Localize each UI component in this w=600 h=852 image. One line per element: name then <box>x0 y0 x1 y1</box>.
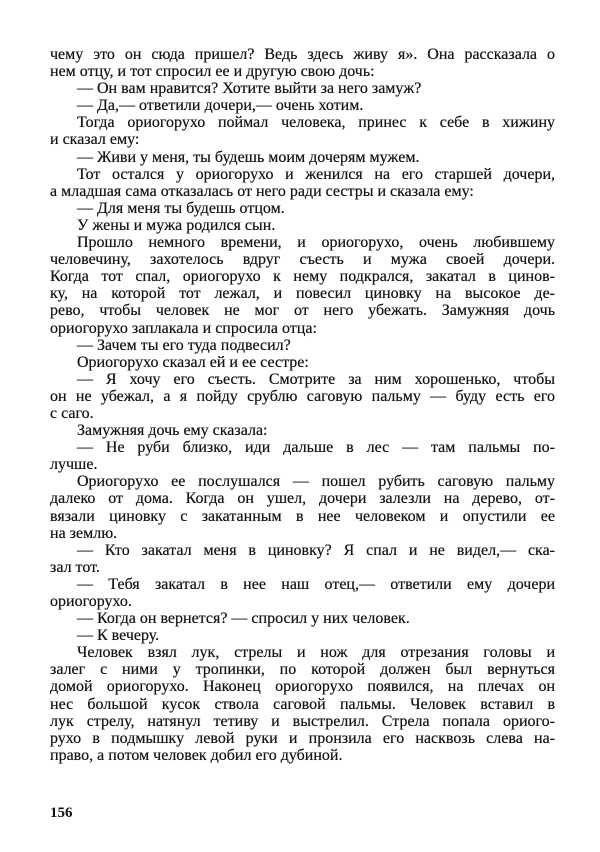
text-line: далеко от дома. Когда он ушел, дочери залезли на дерево, от- <box>50 490 555 508</box>
paragraph <box>50 200 555 217</box>
text-line: залег с ними у тропинки, по которой должен был вернуться <box>50 661 555 679</box>
paragraph <box>50 439 555 473</box>
text-line: Ориогорухо ее послушался — пошел рубить саговую пальму <box>77 473 555 491</box>
text-line: зал тот. <box>50 558 100 576</box>
text-line: — Он вам нравится? Хотите выйти за него замуж? <box>77 80 422 98</box>
text-line: ориогорухо заплакала и спросила отца: <box>50 319 317 337</box>
text-line: — Кто закатал меня в циновку? Я спал и не видел,— ска- <box>77 541 555 559</box>
text-line: — Живи у меня, ты будешь моим дочерям мужем. <box>77 148 420 166</box>
text-line: — К вечеру. <box>77 627 160 645</box>
text-line: — Зачем ты его туда подвесил? <box>77 336 291 354</box>
text-line: ориогорухо. <box>50 593 132 610</box>
text-line: чему это он сюда пришел? Ведь здесь живу я». Она рассказала о <box>50 46 555 63</box>
paragraph <box>50 46 555 80</box>
text-line: — Я хочу его съесть. Смотрите за ним хорошенько, чтобы <box>77 370 555 388</box>
text-line: — Когда он вернется? — спросил у них человек. <box>77 610 410 628</box>
text-line: лучше. <box>50 456 98 474</box>
text-line: с саго. <box>50 404 94 422</box>
text-line: — Тебя закатал в нее наш отец,— ответили ему дочери <box>77 575 555 593</box>
text-line: нес большой кусок ствола саговой пальмы. Человек вставил в <box>50 695 555 713</box>
paragraph <box>50 114 555 148</box>
text-line: Замужняя дочь ему сказала: <box>77 422 268 440</box>
paragraph <box>50 149 555 166</box>
paragraph <box>50 234 555 337</box>
paragraph <box>50 473 555 541</box>
text-line: — Не руби близко, иди дальше в лес — там пальмы по- <box>77 439 555 457</box>
paragraph <box>50 542 555 576</box>
paragraph <box>50 576 555 610</box>
text-line: и сказал ему: <box>50 131 140 149</box>
paragraph <box>50 627 555 644</box>
paragraph <box>50 337 555 354</box>
text-line: Человек взял лук, стрелы и нож для отрезания головы и <box>77 644 555 662</box>
text-line: нем отцу, и тот спросил ее и другую свою дочь: <box>50 63 375 81</box>
text-line: Когда тот спал, ориогорухо к нему подкрался, закатал в цинов- <box>50 268 555 286</box>
paragraph <box>50 80 555 97</box>
paragraph <box>50 371 555 422</box>
text-line: он не убежал, а я пойду срублю саговую пальму — буду есть его <box>50 387 555 405</box>
text-line: вязали циновку с закатанным в нее человеком и опустили ее <box>50 507 555 525</box>
text-line: ку, на которой тот лежал, и повесил циновку на высокое де- <box>50 285 555 303</box>
paragraph <box>50 422 555 439</box>
text-line: — Для меня ты будешь отцом. <box>77 199 285 217</box>
text-line: Ориогорухо сказал ей и ее сестре: <box>77 353 309 371</box>
paragraph <box>50 97 555 114</box>
text-line: рухо в подмышку левой руки и пронзила его насквозь слева на- <box>50 729 555 747</box>
text-line: — Да,— ответили дочери,— очень хотим. <box>77 97 364 115</box>
text-line: Тот остался у ориогорухо и женился на его старшей дочери, <box>77 165 555 183</box>
paragraph <box>50 644 555 764</box>
text-line: лук стрелу, натянул тетиву и выстрелил. Стрела попала ориого- <box>50 712 555 730</box>
text-line: домой ориогорухо. Наконец ориогорухо появился, на плечах он <box>50 678 555 696</box>
paragraph <box>50 166 555 200</box>
text-line: а младшая сама отказалась от него ради сестры и сказала ему: <box>50 182 474 200</box>
text-line: человечину, захотелось вдруг съесть и мужа своей дочери. <box>50 251 555 269</box>
page-body-text <box>50 46 555 764</box>
text-line: право, а потом человек добил его дубиной. <box>50 746 343 764</box>
page-number: 156 <box>50 805 73 821</box>
text-line: рево, чтобы человек не мог от него убежать. Замужняя дочь <box>50 302 555 320</box>
text-line: Тогда ориогорухо поймал человека, принес к себе в хижину <box>77 114 555 132</box>
text-line: Прошло немного времени, и ориогорухо, очень любившему <box>77 234 555 252</box>
text-line: на землю. <box>50 524 118 542</box>
paragraph <box>50 217 555 234</box>
paragraph <box>50 354 555 371</box>
text-line: У жены и мужа родился сын. <box>77 216 276 234</box>
paragraph <box>50 610 555 627</box>
